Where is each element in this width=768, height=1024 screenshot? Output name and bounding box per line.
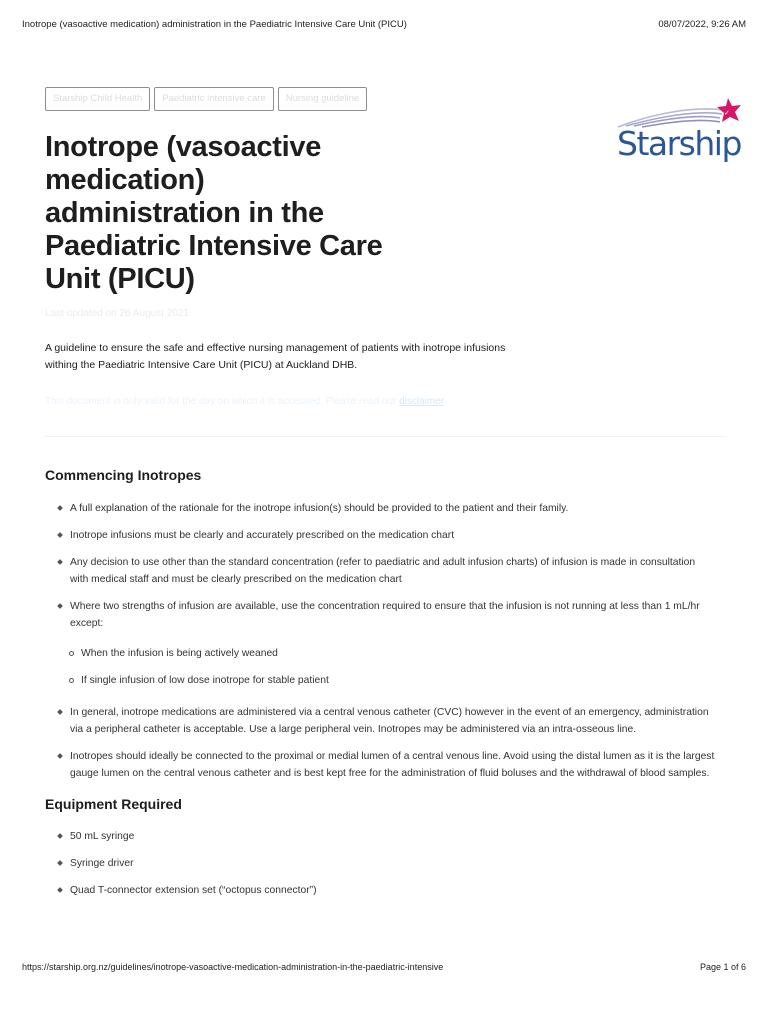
list-item: Inotropes should ideally be connected to the proximal or medial lumen of a central venous line. Avoid using the distal lumen as it is the largest gauge lumen on the central venous catheter and is best kept free for the administration of fluid boluses and the withdrawal of blood samples. — [45, 748, 715, 782]
commencing-sublist — [45, 645, 715, 689]
sub-list-item: If single infusion of low dose inotrope for stable patient — [45, 672, 715, 689]
print-footer — [22, 962, 746, 972]
page-title: Inotrope (vasoactive medication) administration in the Paediatric Intensive Care Unit (PICU) — [45, 131, 383, 295]
print-header-title: Inotrope (vasoactive medication) administration in the Paediatric Intensive Care Unit (PICU) — [22, 19, 407, 30]
print-footer-page: Page 1 of 6 — [699, 962, 746, 972]
tag-starship-child-health[interactable]: Starship Child Health — [45, 87, 150, 111]
list-item: A full explanation of the rationale for the inotrope infusion(s) should be provided to the patient and their family. — [45, 500, 715, 517]
section-heading-equipment: Equipment Required — [45, 796, 182, 812]
list-item: Where two strengths of infusion are available, use the concentration required to ensure that the infusion is not running at less than 1 mL/hr except: — [45, 598, 715, 632]
list-item: Inotrope infusions must be clearly and accurately prescribed on the medication chart — [45, 527, 715, 544]
divider — [45, 436, 725, 437]
svg-text:✓: ✓ — [724, 109, 730, 117]
list-item: In general, inotrope medications are administered via a central venous catheter (CVC) however in the event of an emergency, administration via a peripheral catheter is acceptable. Use a large peripheral vein. Inotropes may be administered via an intra-osseous line. — [45, 704, 715, 738]
equipment-list — [45, 828, 715, 899]
tag-nursing-guideline[interactable]: Nursing guideline — [278, 87, 367, 111]
commencing-list-continued — [45, 704, 715, 782]
published-date: Last updated on 26 August 2021 — [45, 308, 190, 319]
logo-text: Starship — [617, 124, 741, 163]
notice-end: . — [443, 396, 447, 407]
list-item: 50 mL syringe — [45, 828, 715, 845]
disclaimer-notice — [45, 396, 446, 407]
article-content — [45, 466, 715, 899]
intro-text: A guideline to ensure the safe and effective nursing management of patients with inotrope infusions withing the Paediatric Intensive Care Unit (PICU) at Auckland DHB. — [45, 342, 506, 371]
list-item: Quad T-connector extension set (“octopus connector”) — [45, 882, 715, 899]
print-header-datetime: 08/07/2022, 9:26 AM — [658, 19, 746, 30]
tag-list — [45, 87, 367, 111]
list-item: Any decision to use other than the standard concentration (refer to paediatric and adult infusion charts) of infusion is made in consultation with medical staff and must be clearly prescribed on the medication chart — [45, 554, 715, 588]
tag-paediatric-intensive-care[interactable]: Paediatric intensive care — [154, 87, 274, 111]
sub-list-item: When the infusion is being actively weaned — [45, 645, 715, 662]
disclaimer-link[interactable]: disclaimer — [399, 396, 444, 407]
print-header — [22, 19, 746, 30]
list-item: Syringe driver — [45, 855, 715, 872]
print-footer-url: https://starship.org.nz/guidelines/inotrope-vasoactive-medication-administration-in-the-paediatric-intensive — [22, 962, 444, 972]
section-heading-commencing: Commencing Inotropes — [45, 467, 202, 483]
commencing-list — [45, 500, 715, 632]
starship-logo[interactable] — [612, 96, 752, 166]
notice-text: This document is only valid for the day on which it is accessed. Please read our — [45, 396, 400, 407]
